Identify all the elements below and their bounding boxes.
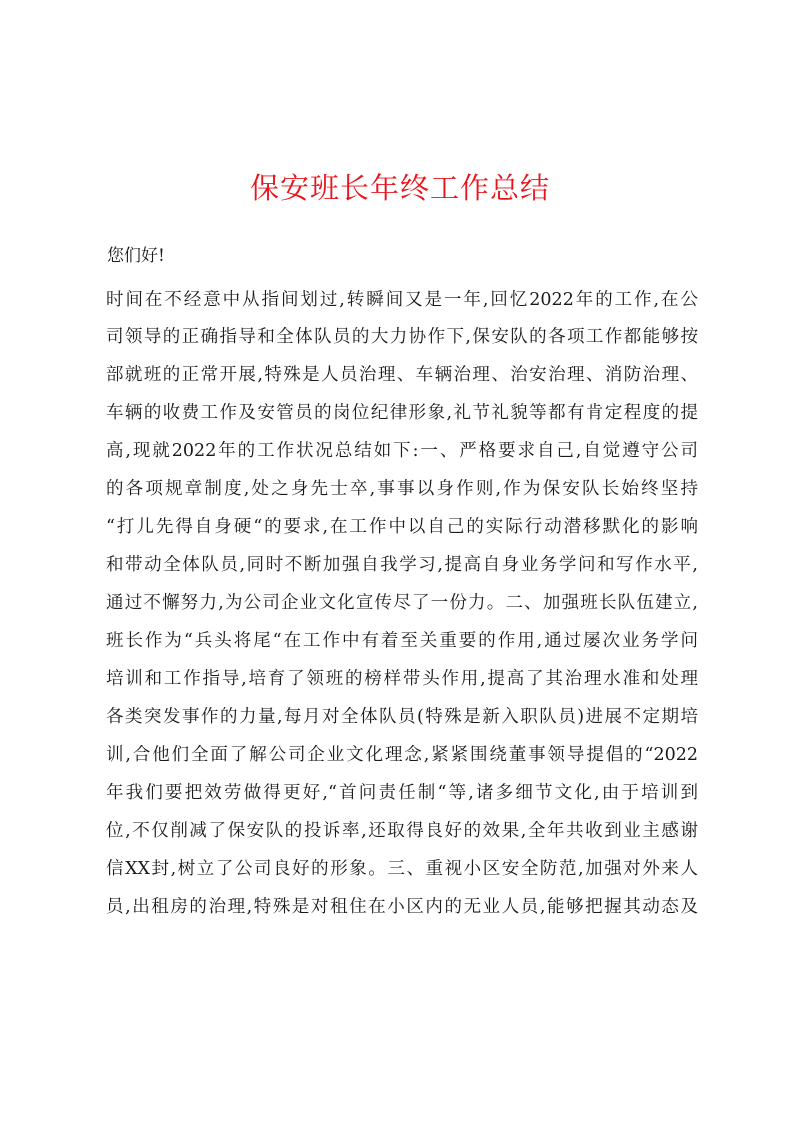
body-line: 训,合他们全面了解公司企业文化理念,紧紧围绕董事领导提倡的“2022 — [106, 745, 698, 765]
body-line: 培训和工作指导,培育了领班的榜样带头作用,提高了其治理水准和处理 — [106, 669, 698, 689]
body-line: 车辆的收费工作及安管员的岗位纪律形象,礼节礼貌等都有肯定程度的提 — [106, 403, 698, 423]
body-line: 通过不懈努力,为公司企业文化宣传尽了一份力。二、加强班长队伍建立, — [106, 593, 698, 613]
body-line: 时间在不经意中从指间划过,转瞬间又是一年,回忆2022年的工作,在公 — [106, 290, 698, 310]
body-line: 位,不仅削减了保安队的投诉率,还取得良好的效果,全年共收到业主感谢 — [106, 821, 698, 841]
body-line: 和带动全体队员,同时不断加强自我学习,提高自身业务学问和写作水平, — [106, 555, 698, 575]
body-line: 信XX封,树立了公司良好的形象。三、重视小区安全防范,加强对外来人 — [106, 859, 698, 879]
body-line: 部就班的正常开展,特殊是人员治理、车辆治理、治安治理、消防治理、 — [106, 365, 698, 385]
greeting-text: 您们好! — [107, 246, 165, 266]
body-line: 员,出租房的治理,特殊是对租住在小区内的无业人员,能够把握其动态及 — [106, 897, 698, 917]
body-line: 年我们要把效劳做得更好,“首问责任制“等,诸多细节文化,由于培训到 — [106, 783, 698, 803]
body-line: 高,现就2022年的工作状况总结如下:一、严格要求自己,自觉遵守公司 — [106, 441, 698, 461]
body-line: “打儿先得自身硬“的要求,在工作中以自己的实际行动潜移默化的影响 — [106, 517, 698, 537]
body-line: 各类突发事作的力量,每月对全体队员(特殊是新入职队员)进展不定期培 — [106, 707, 698, 727]
body-line: 的各项规章制度,处之身先士卒,事事以身作则,作为保安队长始终坚持 — [106, 479, 698, 499]
body-line: 司领导的正确指导和全体队员的大力协作下,保安队的各项工作都能够按 — [106, 327, 698, 347]
body-line: 班长作为“兵头将尾“在工作中有着至关重要的作用,通过屡次业务学问 — [106, 631, 698, 651]
document-title: 保安班长年终工作总结 — [249, 171, 550, 205]
